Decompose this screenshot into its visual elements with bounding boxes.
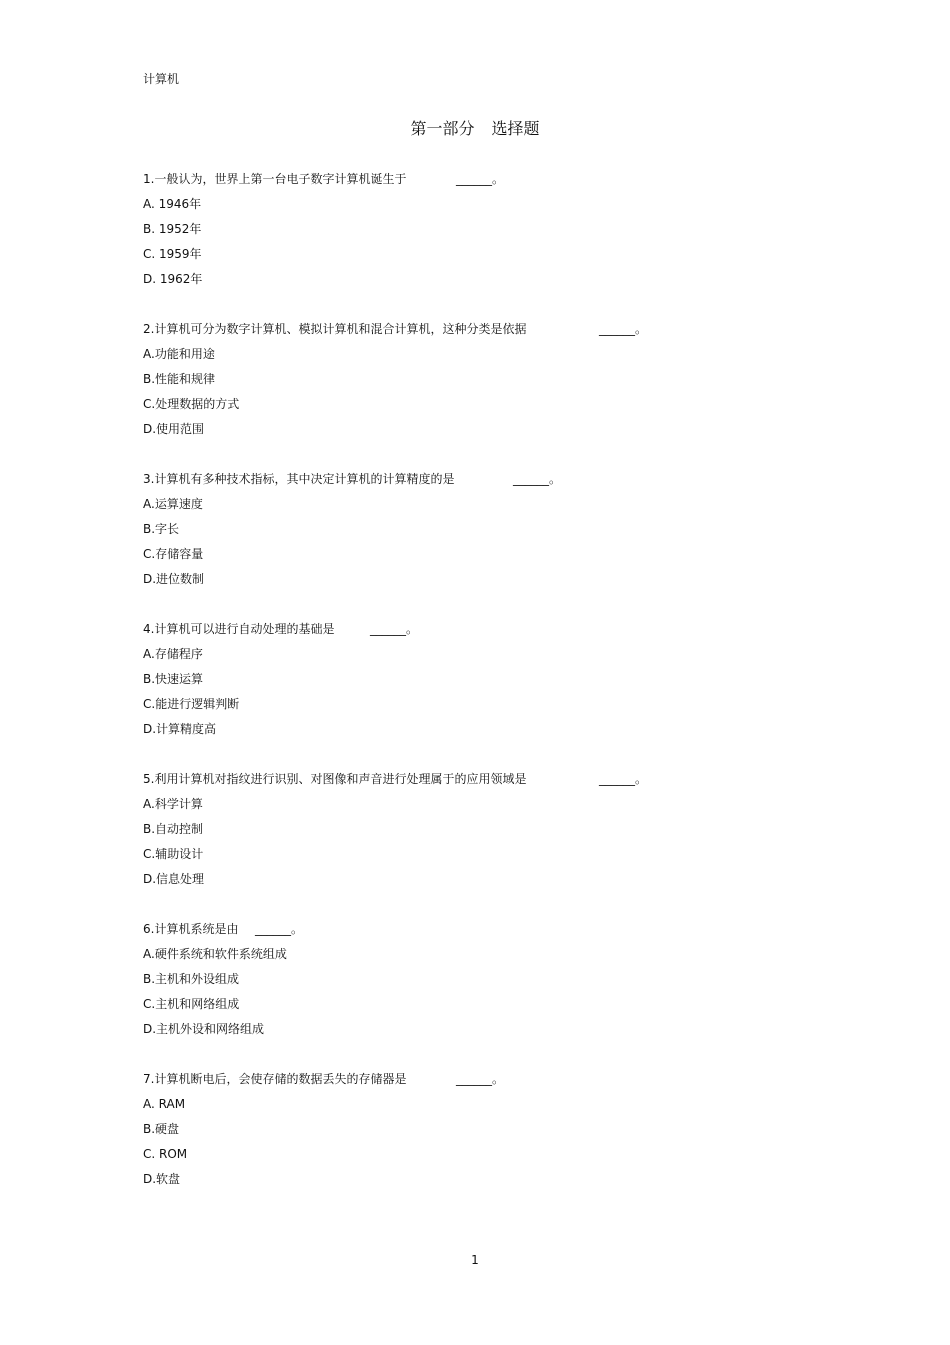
option-c: C. 1959年 bbox=[143, 247, 202, 261]
question-7 bbox=[143, 1070, 843, 1220]
question-text: 5.利用计算机对指纹进行识别、对图像和声音进行处理属于的应用领域是 bbox=[143, 772, 527, 786]
option-d: D.信息处理 bbox=[143, 872, 205, 886]
option-c: C.能进行逻辑判断 bbox=[143, 697, 240, 711]
question-3 bbox=[143, 470, 843, 620]
option-a: A.运算速度 bbox=[143, 497, 203, 511]
option-c: C.处理数据的方式 bbox=[143, 397, 240, 411]
option-b: B.硬盘 bbox=[143, 1122, 180, 1136]
question-text: 4.计算机可以进行自动处理的基础是 bbox=[143, 622, 335, 636]
option-b: B.自动控制 bbox=[143, 822, 204, 836]
option-a: A. RAM bbox=[143, 1097, 186, 1111]
question-stem bbox=[143, 320, 843, 345]
question-6 bbox=[143, 920, 843, 1070]
question-stem bbox=[143, 620, 843, 645]
option-a: A.功能和用途 bbox=[143, 347, 215, 361]
answer-blank: ______。 bbox=[456, 172, 505, 186]
answer-blank: ______。 bbox=[599, 772, 648, 786]
option-a: A.存储程序 bbox=[143, 647, 203, 661]
answer-blank: ______。 bbox=[599, 322, 648, 336]
option-c: C.存储容量 bbox=[143, 547, 204, 561]
option-b: B.快速运算 bbox=[143, 672, 204, 686]
question-text: 2.计算机可分为数字计算机、模拟计算机和混合计算机，这种分类是依据 bbox=[143, 322, 527, 336]
section-title: 第一部分 选择题 bbox=[410, 119, 540, 138]
option-c: C. ROM bbox=[143, 1147, 188, 1161]
option-d: D. 1962年 bbox=[143, 272, 203, 286]
answer-blank: ______。 bbox=[255, 922, 304, 936]
option-a: A.科学计算 bbox=[143, 797, 203, 811]
question-stem bbox=[143, 770, 843, 795]
page-number: 1 bbox=[471, 1253, 479, 1267]
question-text: 1.一般认为，世界上第一台电子数字计算机诞生于 bbox=[143, 172, 407, 186]
option-a: A. 1946年 bbox=[143, 197, 202, 211]
option-b: B.性能和规律 bbox=[143, 372, 216, 386]
option-d: D.主机外设和网络组成 bbox=[143, 1022, 265, 1036]
question-4 bbox=[143, 620, 843, 770]
question-stem bbox=[143, 1070, 843, 1095]
option-b: B.字长 bbox=[143, 522, 180, 536]
option-b: B. 1952年 bbox=[143, 222, 202, 236]
option-d: D.计算精度高 bbox=[143, 722, 217, 736]
question-stem bbox=[143, 920, 843, 945]
answer-blank: ______。 bbox=[513, 472, 562, 486]
page-header: 计算机 bbox=[143, 72, 180, 86]
option-c: C.主机和网络组成 bbox=[143, 997, 240, 1011]
question-list bbox=[143, 170, 843, 1220]
question-stem bbox=[143, 470, 843, 495]
question-text: 7.计算机断电后，会使存储的数据丢失的存储器是 bbox=[143, 1072, 407, 1086]
question-stem bbox=[143, 170, 843, 195]
option-d: D.软盘 bbox=[143, 1172, 181, 1186]
question-text: 6.计算机系统是由 bbox=[143, 922, 239, 936]
question-text: 3.计算机有多种技术指标，其中决定计算机的计算精度的是 bbox=[143, 472, 455, 486]
answer-blank: ______。 bbox=[456, 1072, 505, 1086]
option-d: D.使用范围 bbox=[143, 422, 205, 436]
question-5 bbox=[143, 770, 843, 920]
option-a: A.硬件系统和软件系统组成 bbox=[143, 947, 287, 961]
question-2 bbox=[143, 320, 843, 470]
answer-blank: ______。 bbox=[370, 622, 419, 636]
option-d: D.进位数制 bbox=[143, 572, 205, 586]
question-1 bbox=[143, 170, 843, 320]
option-c: C.辅助设计 bbox=[143, 847, 204, 861]
option-b: B.主机和外设组成 bbox=[143, 972, 240, 986]
